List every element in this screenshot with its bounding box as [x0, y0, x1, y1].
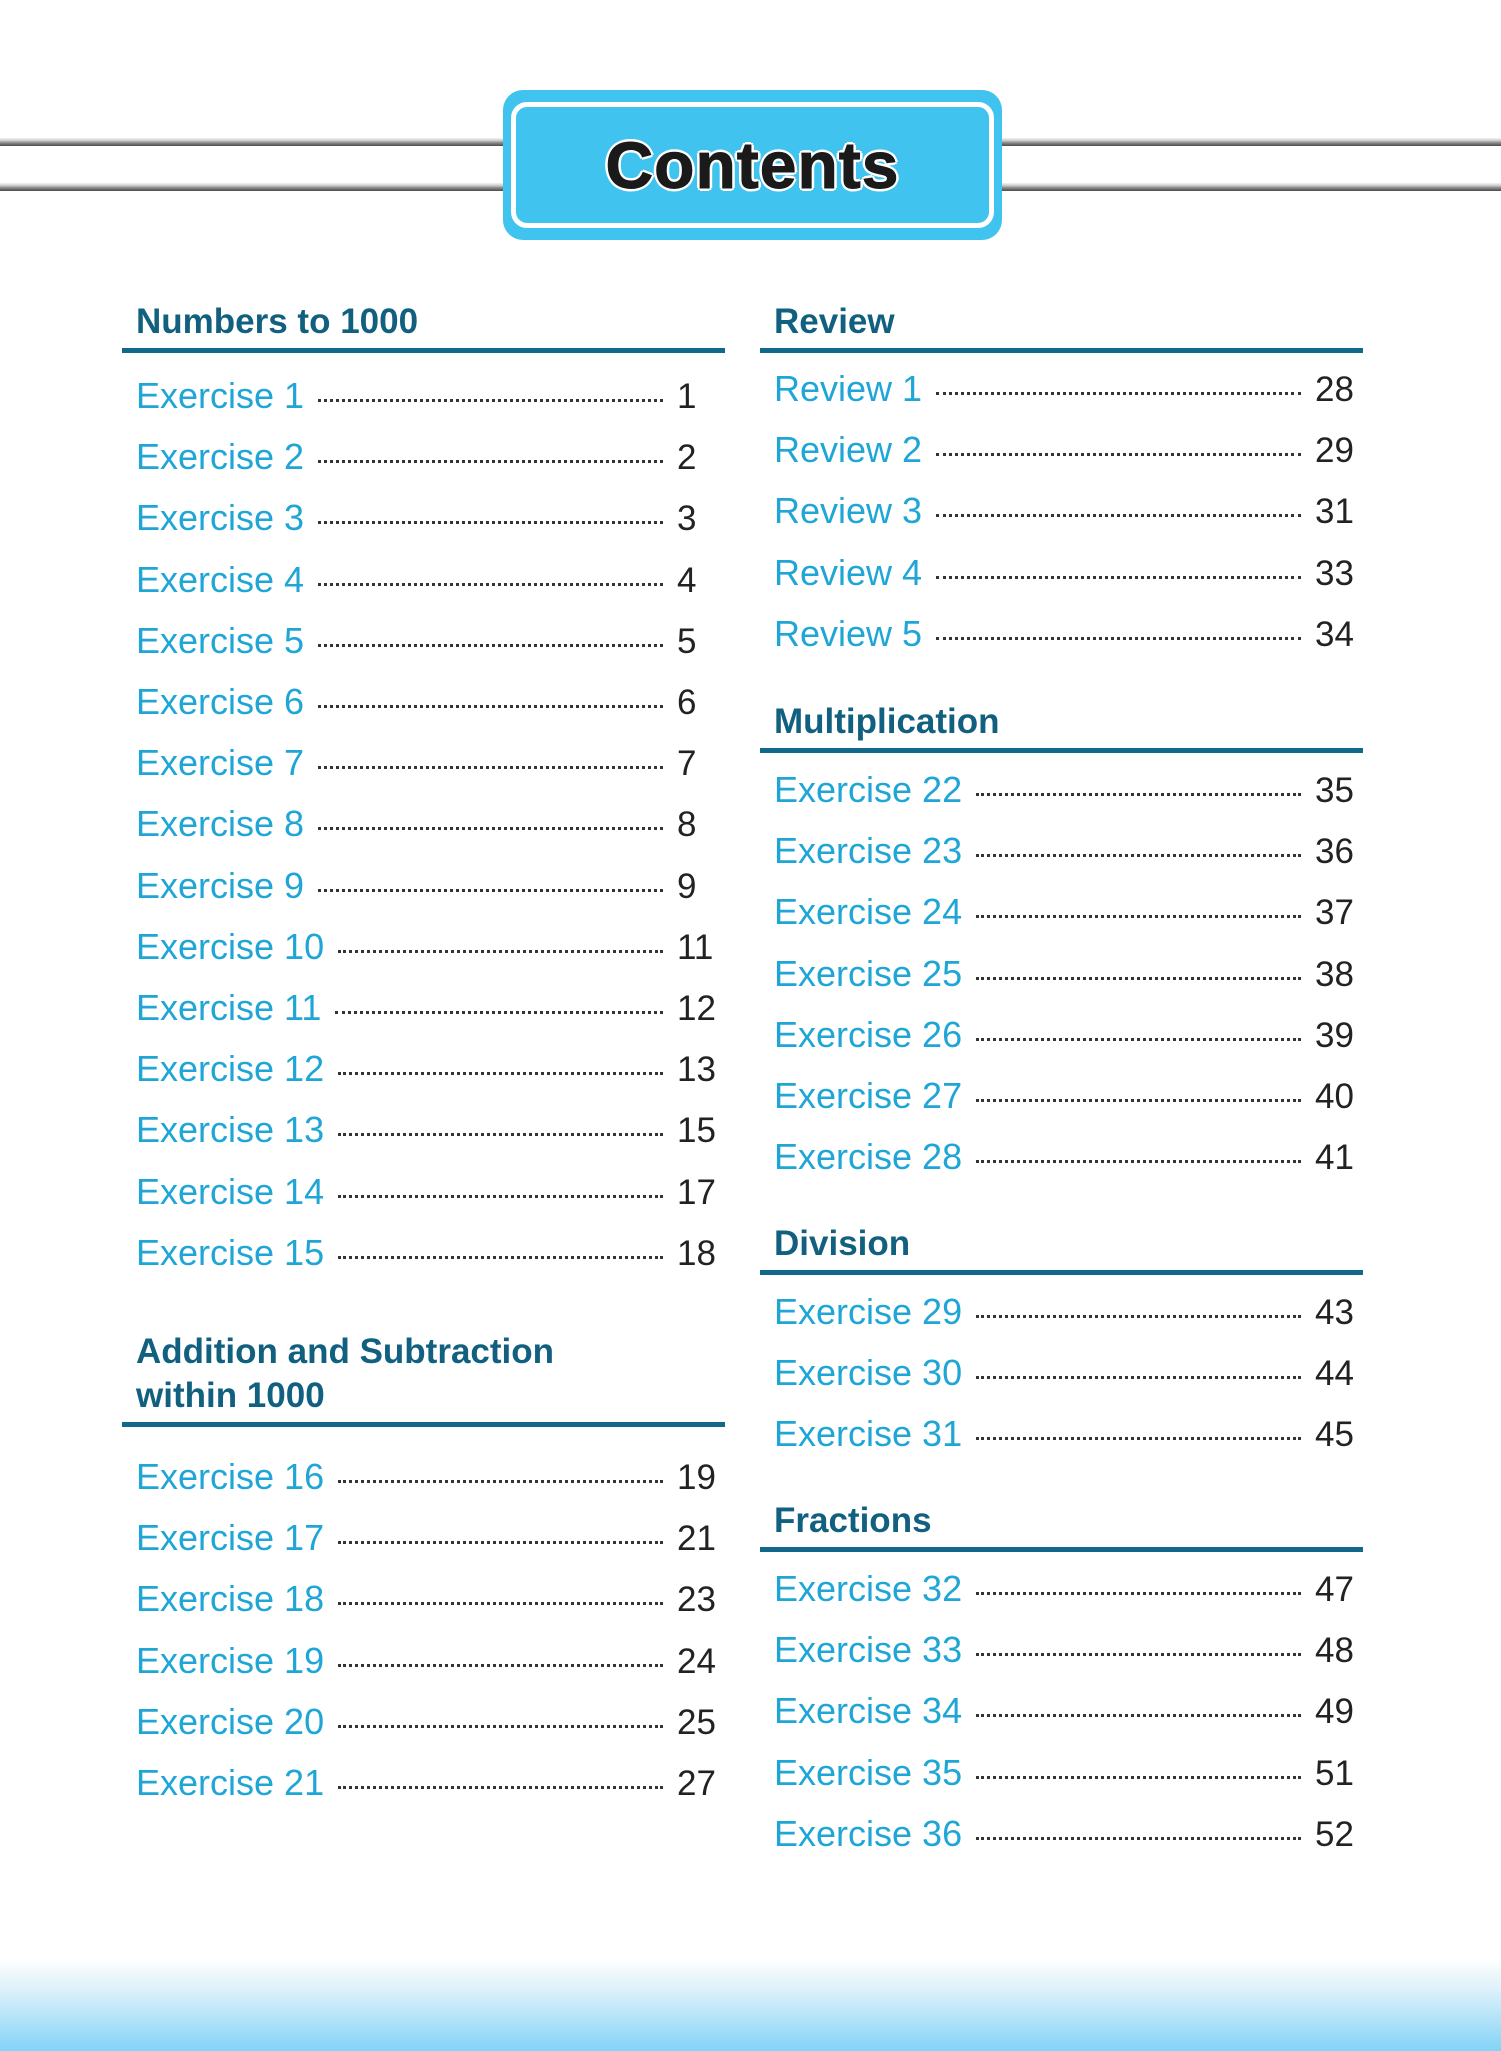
- section-heading: Division: [774, 1224, 911, 1263]
- toc-entry-page-number: 2: [677, 438, 697, 478]
- toc-entry[interactable]: [774, 1568, 1363, 1612]
- toc-entry-page-number: 28: [1315, 370, 1354, 409]
- dot-leader: [976, 1437, 1301, 1440]
- toc-entry-label: Exercise 17: [136, 1517, 325, 1559]
- toc-entry-page-number: 4: [677, 560, 697, 600]
- toc-entry-label: Review 5: [774, 612, 923, 654]
- toc-entry[interactable]: [136, 375, 725, 419]
- toc-entry[interactable]: [136, 559, 725, 603]
- dot-leader: [976, 1653, 1301, 1656]
- section-heading-line2: within 1000: [136, 1376, 325, 1415]
- dot-leader: [338, 1541, 663, 1544]
- toc-entry-page-number: 48: [1315, 1631, 1354, 1671]
- section-rule: [760, 1547, 1363, 1552]
- toc-entry-page-number: 21: [677, 1519, 716, 1559]
- toc-entry-page-number: 29: [1315, 431, 1354, 471]
- toc-entry-label: Exercise 21: [136, 1762, 325, 1803]
- toc-entry-label: Exercise 10: [136, 925, 325, 967]
- toc-entry[interactable]: [136, 620, 725, 664]
- toc-entry[interactable]: [774, 552, 1363, 596]
- toc-entry[interactable]: [774, 429, 1363, 473]
- section-heading: Fractions: [774, 1501, 932, 1540]
- dot-leader: [338, 1602, 663, 1605]
- section-multiplication: [760, 700, 1363, 753]
- dot-leader: [976, 1837, 1301, 1840]
- toc-entry-label: Exercise 4: [136, 558, 305, 600]
- toc-entry[interactable]: [136, 1701, 725, 1745]
- toc-entry-label: Exercise 6: [136, 681, 305, 722]
- toc-entry-page-number: 45: [1315, 1415, 1354, 1455]
- dot-leader: [338, 1133, 663, 1136]
- toc-entry-label: Exercise 30: [774, 1352, 963, 1394]
- toc-entry-page-number: 6: [677, 683, 697, 722]
- section-rule: [760, 748, 1363, 753]
- toc-entry-page-number: 41: [1315, 1138, 1354, 1178]
- toc-entry[interactable]: [136, 1578, 725, 1622]
- toc-entry-label: Exercise 3: [136, 497, 305, 539]
- toc-entry-label: Exercise 34: [774, 1690, 963, 1732]
- toc-entry-label: Exercise 1: [136, 375, 305, 416]
- toc-entry[interactable]: [774, 769, 1363, 813]
- toc-entry[interactable]: [774, 1136, 1363, 1180]
- toc-entry-page-number: 5: [677, 621, 697, 661]
- toc-entry-page-number: 13: [677, 1050, 716, 1090]
- toc-entry-label: Exercise 33: [774, 1629, 963, 1671]
- toc-entry-page-number: 7: [677, 744, 697, 784]
- toc-entry-label: Exercise 15: [136, 1231, 325, 1273]
- dot-leader: [318, 766, 663, 769]
- toc-entry-page-number: 49: [1315, 1692, 1354, 1732]
- toc-entry-label: Exercise 7: [136, 742, 305, 784]
- toc-entry-label: Exercise 31: [774, 1413, 963, 1455]
- toc-entry-label: Review 1: [774, 368, 923, 409]
- section-numbers-to-1000: [122, 300, 725, 353]
- toc-entry-page-number: 51: [1315, 1753, 1354, 1793]
- toc-entry-page-number: 24: [677, 1641, 716, 1681]
- toc-entry-label: Review 2: [774, 429, 923, 471]
- toc-entry-page-number: 37: [1315, 893, 1354, 933]
- section-rule: [760, 348, 1363, 353]
- toc-entry[interactable]: [774, 368, 1363, 412]
- toc-entry-page-number: 33: [1315, 553, 1354, 593]
- toc-entry[interactable]: [136, 1517, 725, 1561]
- dot-leader: [318, 460, 663, 463]
- dot-leader: [976, 1038, 1301, 1041]
- toc-entry-page-number: 15: [677, 1111, 716, 1151]
- toc-entry-page-number: 3: [677, 499, 697, 539]
- toc-entry-page-number: 44: [1315, 1354, 1354, 1394]
- toc-entry-label: Exercise 14: [136, 1170, 325, 1212]
- dot-leader: [338, 1072, 663, 1075]
- toc-entry[interactable]: [136, 803, 725, 847]
- toc-entry[interactable]: [774, 830, 1363, 874]
- dot-leader: [976, 977, 1301, 980]
- toc-entry[interactable]: [136, 926, 725, 970]
- section-heading: [122, 1330, 725, 1418]
- toc-entry-label: Exercise 27: [774, 1075, 963, 1116]
- dot-leader: [976, 1160, 1301, 1163]
- toc-entry-label: Exercise 2: [136, 436, 305, 478]
- toc-entry[interactable]: [774, 1291, 1363, 1335]
- toc-entry-label: Exercise 25: [774, 952, 963, 994]
- toc-entry-label: Exercise 20: [136, 1700, 325, 1742]
- toc-entry-label: Exercise 29: [774, 1291, 963, 1332]
- toc-entry-page-number: 1: [677, 377, 697, 416]
- toc-entry-label: Exercise 5: [136, 619, 305, 661]
- dot-leader: [936, 453, 1301, 456]
- section-fractions: [760, 1499, 1363, 1552]
- section-review: [760, 300, 1363, 353]
- dot-leader: [318, 644, 663, 647]
- toc-entry[interactable]: [136, 865, 725, 909]
- toc-entry[interactable]: [774, 1014, 1363, 1058]
- dot-leader: [318, 705, 663, 708]
- toc-entry-page-number: 39: [1315, 1015, 1354, 1055]
- toc-entry[interactable]: [774, 613, 1363, 657]
- toc-entry[interactable]: [136, 1232, 725, 1276]
- toc-entry-page-number: 52: [1315, 1814, 1354, 1854]
- toc-entry-page-number: 23: [677, 1580, 716, 1620]
- toc-entry-label: Review 4: [774, 551, 923, 593]
- dot-leader: [976, 915, 1301, 918]
- dot-leader: [318, 521, 663, 524]
- dot-leader: [338, 1195, 663, 1198]
- toc-entry-label: Exercise 13: [136, 1109, 325, 1151]
- toc-entry-label: Exercise 11: [136, 987, 322, 1028]
- toc-entry-page-number: 19: [677, 1458, 716, 1497]
- toc-entry-label: Exercise 35: [774, 1751, 963, 1793]
- toc-entry-label: Exercise 8: [136, 803, 305, 845]
- toc-entry-label: Exercise 32: [774, 1568, 963, 1609]
- dot-leader: [976, 1099, 1301, 1102]
- dot-leader: [338, 1256, 663, 1259]
- section-rule: [122, 348, 725, 353]
- section-heading: Review: [774, 302, 895, 341]
- dot-leader: [936, 514, 1301, 517]
- dot-leader: [338, 1480, 663, 1483]
- dot-leader: [936, 637, 1301, 640]
- toc-entry[interactable]: [136, 987, 725, 1031]
- section-addition-subtraction: [122, 1330, 725, 1427]
- dot-leader: [976, 1315, 1301, 1318]
- toc-entry[interactable]: [136, 1640, 725, 1684]
- dot-leader: [338, 1725, 663, 1728]
- dot-leader: [335, 1011, 663, 1014]
- title-banner: [503, 90, 1002, 240]
- toc-entry[interactable]: [774, 1752, 1363, 1796]
- dot-leader: [318, 583, 663, 586]
- toc-entry-label: Exercise 19: [136, 1639, 325, 1681]
- toc-entry-page-number: 47: [1315, 1570, 1354, 1609]
- toc-entry[interactable]: [136, 1762, 725, 1806]
- toc-entry[interactable]: [774, 1690, 1363, 1734]
- toc-entry[interactable]: [774, 953, 1363, 997]
- toc-entry-label: Review 3: [774, 490, 923, 532]
- toc-entry[interactable]: [774, 1629, 1363, 1673]
- toc-entry-label: Exercise 16: [136, 1456, 325, 1497]
- dot-leader: [976, 854, 1301, 857]
- dot-leader: [976, 1714, 1301, 1717]
- dot-leader: [338, 1786, 663, 1789]
- toc-entry[interactable]: [136, 1456, 725, 1500]
- toc-entry-page-number: 34: [1315, 614, 1354, 654]
- section-rule: [760, 1270, 1363, 1275]
- section-heading: Numbers to 1000: [136, 302, 419, 341]
- toc-entry[interactable]: [136, 681, 725, 725]
- footer-gradient-band: [0, 1960, 1501, 2051]
- toc-entry[interactable]: [774, 1813, 1363, 1857]
- dot-leader: [338, 950, 663, 953]
- dot-leader: [936, 392, 1301, 395]
- toc-entry[interactable]: [136, 1048, 725, 1092]
- toc-entry[interactable]: [774, 891, 1363, 935]
- section-heading-line1: Addition and Subtraction: [136, 1332, 555, 1371]
- page-title: Contents: [605, 128, 900, 202]
- toc-entry-page-number: 8: [677, 805, 697, 845]
- toc-entry[interactable]: [136, 742, 725, 786]
- toc-entry-page-number: 43: [1315, 1293, 1354, 1332]
- toc-entry[interactable]: [774, 1352, 1363, 1396]
- dot-leader: [976, 1592, 1301, 1595]
- toc-entry-label: Exercise 36: [774, 1812, 963, 1854]
- title-banner-inner: [511, 102, 994, 228]
- toc-entry-label: Exercise 28: [774, 1136, 963, 1178]
- toc-entry-page-number: 40: [1315, 1077, 1354, 1116]
- toc-entry[interactable]: [774, 490, 1363, 534]
- toc-entry-label: Exercise 24: [774, 891, 963, 933]
- toc-entry-page-number: 11: [677, 927, 714, 967]
- dot-leader: [338, 1664, 663, 1667]
- toc-entry-label: Exercise 9: [136, 864, 305, 906]
- section-heading: Multiplication: [774, 702, 1000, 741]
- toc-entry-page-number: 12: [677, 989, 716, 1028]
- toc-entry[interactable]: [774, 1075, 1363, 1119]
- dot-leader: [976, 1376, 1301, 1379]
- dot-leader: [318, 827, 663, 830]
- dot-leader: [318, 889, 663, 892]
- toc-entry-page-number: 36: [1315, 832, 1354, 872]
- toc-entry-page-number: 17: [677, 1172, 716, 1212]
- toc-entry[interactable]: [136, 1109, 725, 1153]
- toc-entry-page-number: 18: [677, 1233, 716, 1273]
- toc-entry[interactable]: [136, 436, 725, 480]
- toc-entry-label: Exercise 23: [774, 830, 963, 872]
- dot-leader: [976, 1776, 1301, 1779]
- toc-entry-page-number: 9: [677, 866, 697, 906]
- toc-entry[interactable]: [136, 497, 725, 541]
- toc-entry[interactable]: [774, 1413, 1363, 1457]
- dot-leader: [318, 399, 663, 402]
- section-division: [760, 1222, 1363, 1275]
- toc-entry-page-number: 31: [1315, 492, 1354, 532]
- dot-leader: [936, 576, 1301, 579]
- toc-entry-page-number: 35: [1315, 771, 1354, 810]
- toc-entry-label: Exercise 26: [774, 1013, 963, 1055]
- toc-entry-page-number: 27: [677, 1764, 716, 1803]
- toc-entry-page-number: 38: [1315, 954, 1354, 994]
- toc-entry-label: Exercise 18: [136, 1578, 325, 1620]
- section-rule: [122, 1422, 725, 1427]
- toc-entry-label: Exercise 22: [774, 769, 963, 810]
- toc-entry-page-number: 25: [677, 1702, 716, 1742]
- toc-entry[interactable]: [136, 1171, 725, 1215]
- toc-entry-label: Exercise 12: [136, 1048, 325, 1090]
- dot-leader: [976, 793, 1301, 796]
